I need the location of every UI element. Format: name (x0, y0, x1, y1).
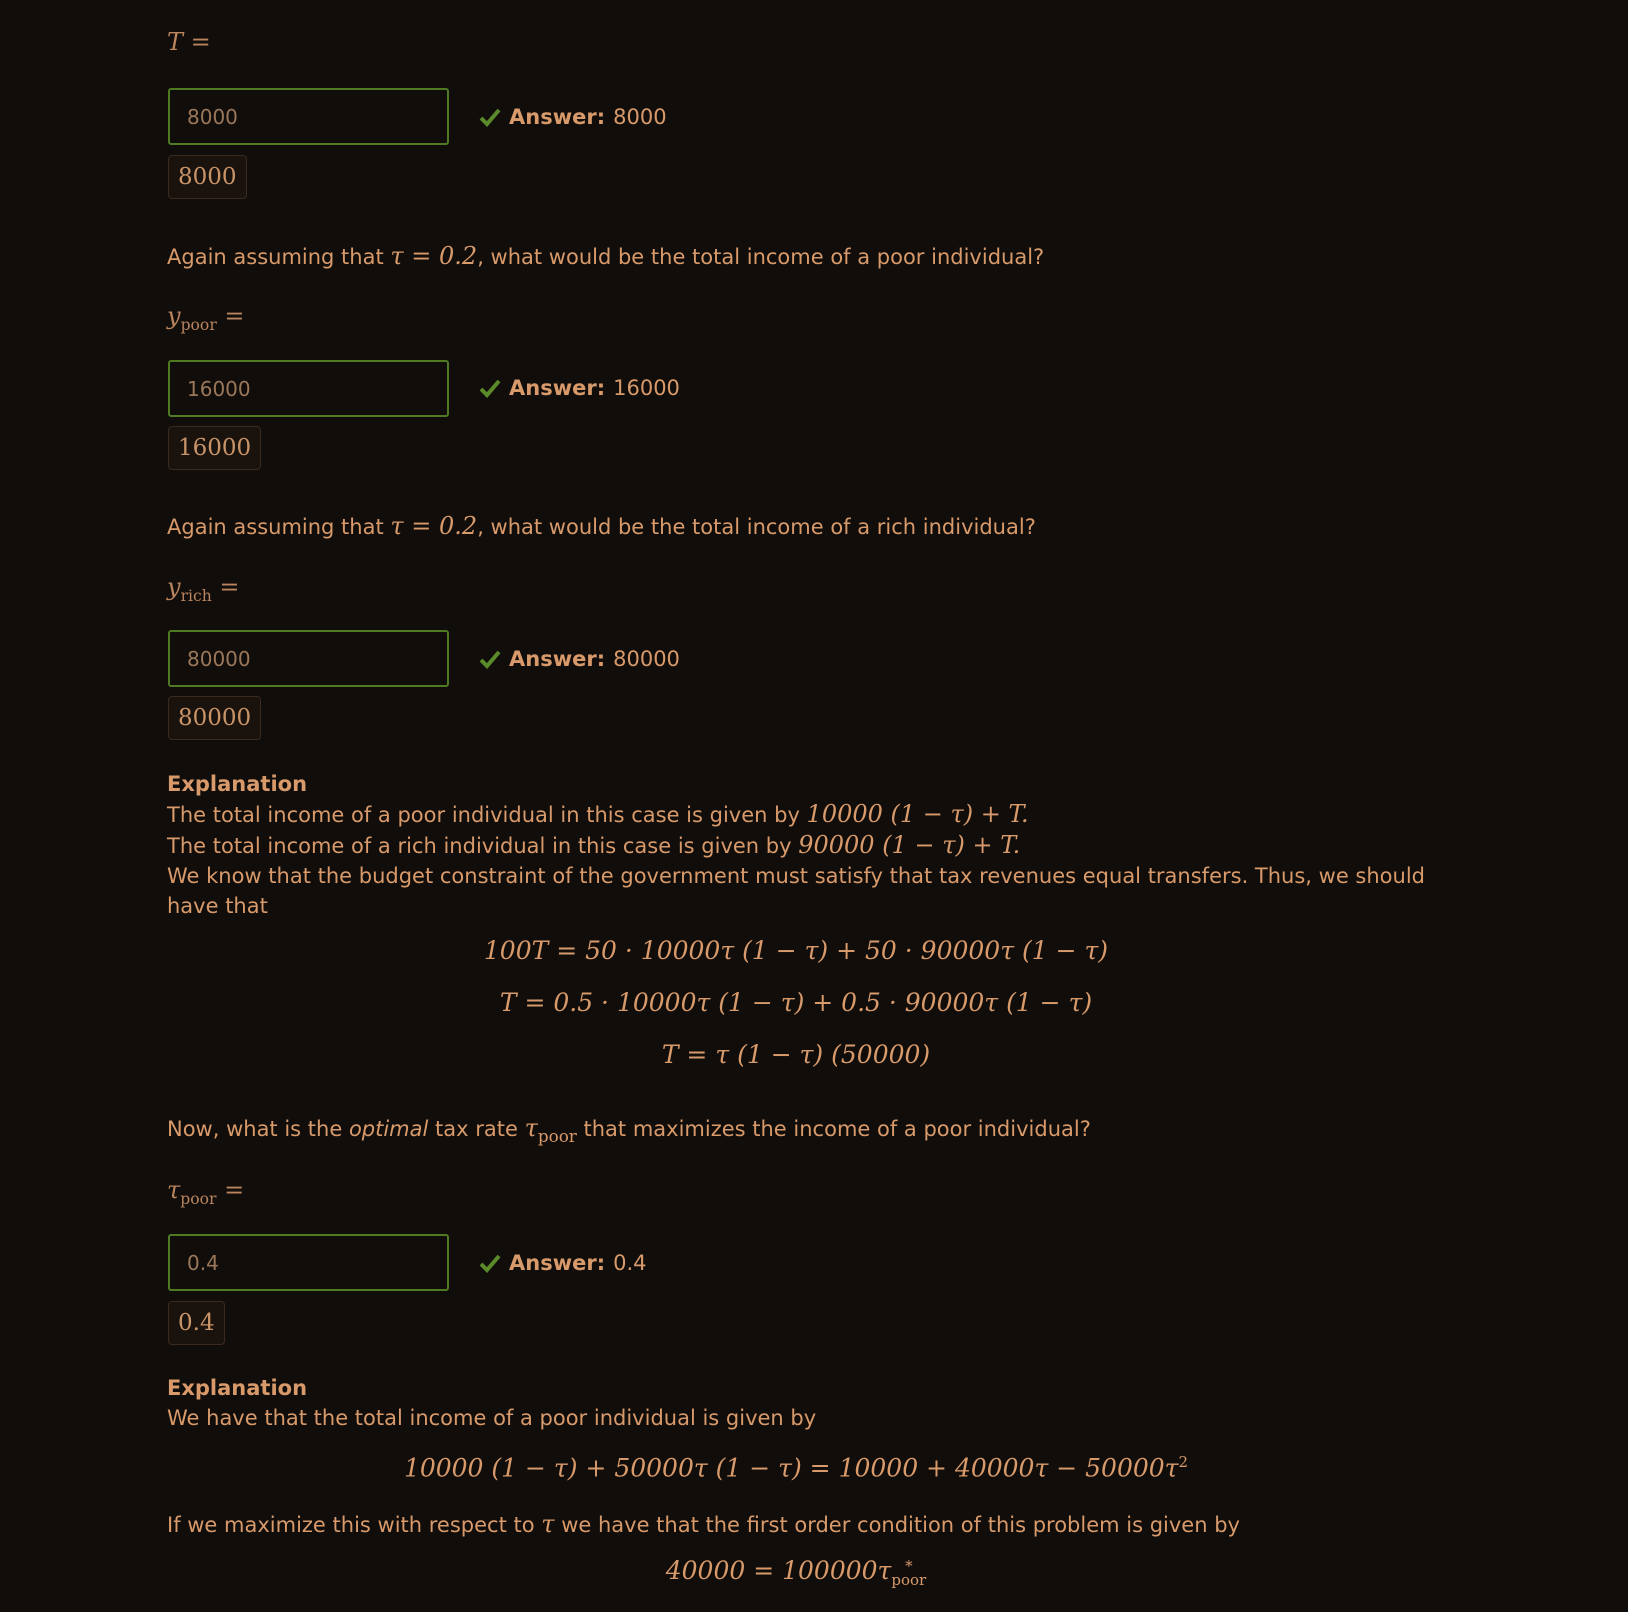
equation: 40000 = 100000τ * poor (665, 1556, 927, 1589)
equation: 100T = 50 · 10000τ (1 − τ) + 50 · 90000τ (1 − τ) (483, 936, 1109, 965)
q1-label: T = (167, 28, 211, 56)
equation: 10000 (1 − τ) + 50000τ $(1 - \tau) = 10000 + 40000\tau - 50000\tau^2$ (403, 1453, 1189, 1483)
answer-label: Answer: (509, 376, 606, 400)
answer-label: Answer: (509, 647, 606, 671)
explanation-1 (167, 769, 1427, 921)
q3-answer-input[interactable] (168, 630, 449, 687)
explanation-line: We have that the total income of a poor individual is given by (167, 1406, 817, 1430)
q4-math-preview: 0.4 (168, 1301, 225, 1345)
check-icon (479, 107, 501, 127)
q2-math-preview: 16000 (168, 426, 261, 470)
q2-label: $y_{poor}$ = (167, 302, 245, 334)
q4-label: $\tau_{poor}$ = (167, 1176, 245, 1208)
explanation-line: The total income of a poor individual in this case is given by 10000 (1 − τ) + T. (167, 800, 1029, 828)
q4-feedback (479, 1251, 647, 1275)
q2-feedback (479, 376, 680, 400)
answer-value: 8000 (613, 105, 667, 129)
explanation-title: Explanation (167, 772, 308, 796)
q3-math-preview: 80000 (168, 696, 261, 740)
q4-prompt: Now, what is the optimal tax rate $\tau_{poor}$ that maximizes the income of a poor individual? (167, 1114, 1091, 1146)
q3-feedback (479, 647, 680, 671)
explanation-2 (167, 1373, 1427, 1433)
explanation-line: The total income of a rich individual in this case is given by 90000 (1 − τ) + T. (167, 831, 1021, 859)
equation: T = 0.5 · 10000τ (1 − τ) + 0.5 · 90000τ (1 − τ) (499, 988, 1093, 1017)
answer-value: 80000 (613, 647, 680, 671)
check-icon (479, 378, 501, 398)
explanation-line: If we maximize this with respect to τ we have that the first order condition of this problem is given by (167, 1510, 1240, 1538)
q4-answer-input[interactable] (168, 1234, 449, 1291)
check-icon (479, 1253, 501, 1273)
q1-feedback (479, 105, 667, 129)
answer-label: Answer: (509, 105, 606, 129)
q1-answer-input[interactable] (168, 88, 449, 145)
q3-prompt: Again assuming that τ = 0.2, what would be the total income of a rich individual? (167, 512, 1036, 540)
q2-prompt: Again assuming that τ = 0.2, what would be the total income of a poor individual? (167, 242, 1045, 270)
explanation-line: We know that the budget constraint of the government must satisfy that tax revenues equal transfers. Thus, we should have that (167, 864, 1426, 918)
q3-label: $y_{rich}$ = (167, 573, 240, 605)
answer-label: Answer: (509, 1251, 606, 1275)
answer-value: 0.4 (613, 1251, 647, 1275)
equation: T = τ (1 − τ) (50000) (661, 1040, 931, 1069)
check-icon (479, 649, 501, 669)
explanation-title: Explanation (167, 1376, 308, 1400)
q1-math-preview: 8000 (168, 155, 247, 199)
answer-value: 16000 (613, 376, 680, 400)
q2-answer-input[interactable] (168, 360, 449, 417)
